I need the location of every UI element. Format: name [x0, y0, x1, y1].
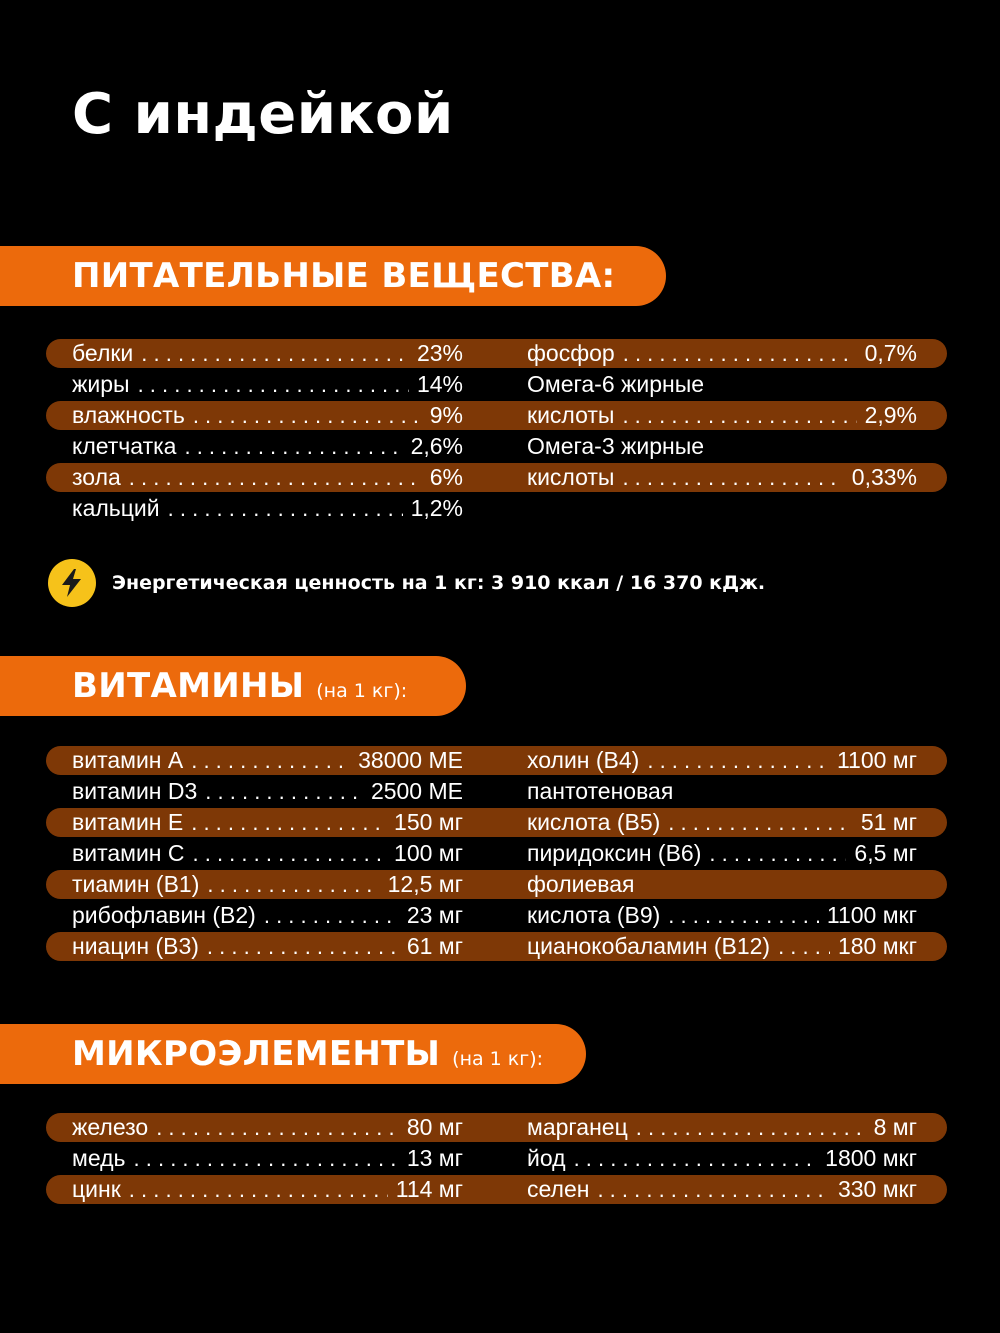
row-value: 13 мг [406, 1145, 463, 1171]
row-value: 1,2% [410, 495, 463, 521]
row-label: кислоты [527, 464, 615, 490]
dot-leader [622, 403, 856, 429]
row-label: холин (В4) [527, 747, 640, 773]
vitamins-row [527, 776, 917, 807]
vitamins-heading: ВИТАМИНЫ [72, 666, 305, 706]
vitamins-row [72, 838, 463, 869]
energy-text: Энергетическая ценность на 1 кг: 3 910 ккал / 16 370 кДж. [112, 572, 766, 594]
microelements-row [527, 1143, 917, 1174]
row-value: 0,7% [864, 340, 917, 366]
row-label: селен [527, 1176, 590, 1202]
vitamins-row [527, 807, 917, 838]
nutrients-row [72, 400, 463, 431]
microelements-row [72, 1143, 463, 1174]
microelements-row [527, 1112, 917, 1143]
dot-leader [264, 903, 399, 929]
row-label: йод [527, 1145, 566, 1171]
dot-leader [778, 934, 830, 960]
vitamins-row [72, 931, 463, 962]
vitamins-row [72, 745, 463, 776]
row-label: железо [72, 1114, 149, 1140]
vitamins-row [72, 776, 463, 807]
vitamins-row [527, 745, 917, 776]
nutrients-row [527, 400, 917, 431]
row-label: пиридоксин (В6) [527, 840, 702, 866]
microelements-row [527, 1174, 917, 1205]
row-label: клетчатка [72, 433, 177, 459]
row-label: ниацин (В3) [72, 933, 199, 959]
dot-leader [622, 465, 843, 491]
vitamins-row [527, 869, 917, 900]
dot-leader [141, 341, 409, 367]
microelements-heading: МИКРОЭЛЕМЕНТЫ [72, 1034, 441, 1074]
page-title: С индейкой [72, 82, 454, 147]
row-label: влажность [72, 402, 185, 428]
row-value: 100 мг [394, 840, 463, 866]
row-value: 330 мкг [837, 1176, 917, 1202]
row-value: 23% [416, 340, 463, 366]
row-value: 12,5 мг [387, 871, 463, 897]
row-label: жиры [72, 371, 130, 397]
dot-leader [129, 465, 422, 491]
nutrients-row [72, 462, 463, 493]
row-label: марганец [527, 1114, 628, 1140]
nutrients-row [72, 431, 463, 462]
row-label: кислота (В9) [527, 902, 661, 928]
row-label: витамин А [72, 747, 184, 773]
row-value: 14% [416, 371, 463, 397]
nutrients-heading: ПИТАТЕЛЬНЫЕ ВЕЩЕСТВА: [72, 256, 616, 296]
row-label: цианокобаламин (В12) [527, 933, 771, 959]
nutrients-row [72, 493, 463, 524]
dot-leader [709, 841, 846, 867]
dot-leader [636, 1115, 866, 1141]
nutrients-row [527, 369, 917, 400]
nutrients-row [527, 431, 917, 462]
row-value: 80 мг [406, 1114, 463, 1140]
row-value: 150 мг [394, 809, 463, 835]
dot-leader [668, 903, 819, 929]
dot-leader [138, 372, 409, 398]
row-value: 1100 мкг [826, 902, 917, 928]
row-value: 2,6% [410, 433, 463, 459]
row-value: 1100 мг [836, 747, 917, 773]
nutrients-row [527, 462, 917, 493]
row-value: 51 мг [860, 809, 917, 835]
vitamins-subheading: (на 1 кг): [316, 680, 408, 702]
dot-leader [156, 1115, 399, 1141]
dot-leader [191, 748, 350, 774]
dot-leader [191, 810, 386, 836]
row-label: витамин С [72, 840, 185, 866]
row-value: 1800 мкг [825, 1145, 917, 1171]
microelements-banner [0, 1024, 586, 1084]
dot-leader [207, 934, 399, 960]
row-value: 8 мг [873, 1114, 917, 1140]
microelements-row [72, 1112, 463, 1143]
dot-leader [168, 496, 403, 522]
row-label: рибофлавин (В2) [72, 902, 256, 928]
row-label: фолиевая [527, 871, 635, 897]
dot-leader [668, 810, 853, 836]
vitamins-row [527, 900, 917, 931]
dot-leader [205, 779, 363, 805]
vitamins-row [72, 869, 463, 900]
row-value: 2,9% [864, 402, 917, 428]
row-value: 61 мг [406, 933, 463, 959]
row-label: витамин Е [72, 809, 184, 835]
vitamins-row [72, 900, 463, 931]
dot-leader [184, 434, 402, 460]
nutrients-row [72, 338, 463, 369]
nutrients-row [527, 338, 917, 369]
lightning-bolt-icon [48, 559, 96, 607]
nutrients-banner [0, 246, 666, 306]
row-value: 6,5 мг [854, 840, 917, 866]
row-label: кислота (В5) [527, 809, 661, 835]
dot-leader [193, 403, 422, 429]
vitamins-row [527, 838, 917, 869]
dot-leader [207, 872, 379, 898]
row-label: кислоты [527, 402, 615, 428]
row-label: Омега-6 жирные [527, 371, 705, 397]
dot-leader [574, 1146, 818, 1172]
row-value: 9% [429, 402, 463, 428]
row-label: фосфор [527, 340, 615, 366]
microelements-row [72, 1174, 463, 1205]
vitamins-row [72, 807, 463, 838]
row-label: цинк [72, 1176, 121, 1202]
microelements-subheading: (на 1 кг): [452, 1048, 544, 1070]
dot-leader [193, 841, 387, 867]
row-label: витамин D3 [72, 778, 198, 804]
vitamins-row [527, 931, 917, 962]
row-value: 23 мг [406, 902, 463, 928]
dot-leader [134, 1146, 399, 1172]
row-label: тиамин (В1) [72, 871, 200, 897]
energy-value-line [48, 559, 765, 607]
dot-leader [623, 341, 857, 367]
row-label: пантотеновая [527, 778, 674, 804]
row-value: 180 мкг [837, 933, 917, 959]
row-value: 2500 МЕ [370, 778, 463, 804]
row-label: кальций [72, 495, 160, 521]
dot-leader [597, 1177, 830, 1203]
row-value: 38000 МЕ [358, 747, 463, 773]
nutrients-row [72, 369, 463, 400]
row-label: Омега-3 жирные [527, 433, 705, 459]
row-label: зола [72, 464, 121, 490]
row-value: 0,33% [851, 464, 917, 490]
vitamins-banner [0, 656, 466, 716]
dot-leader [129, 1177, 388, 1203]
row-label: белки [72, 340, 134, 366]
dot-leader [647, 748, 829, 774]
row-value: 114 мг [395, 1176, 463, 1202]
row-value: 6% [429, 464, 463, 490]
row-label: медь [72, 1145, 126, 1171]
